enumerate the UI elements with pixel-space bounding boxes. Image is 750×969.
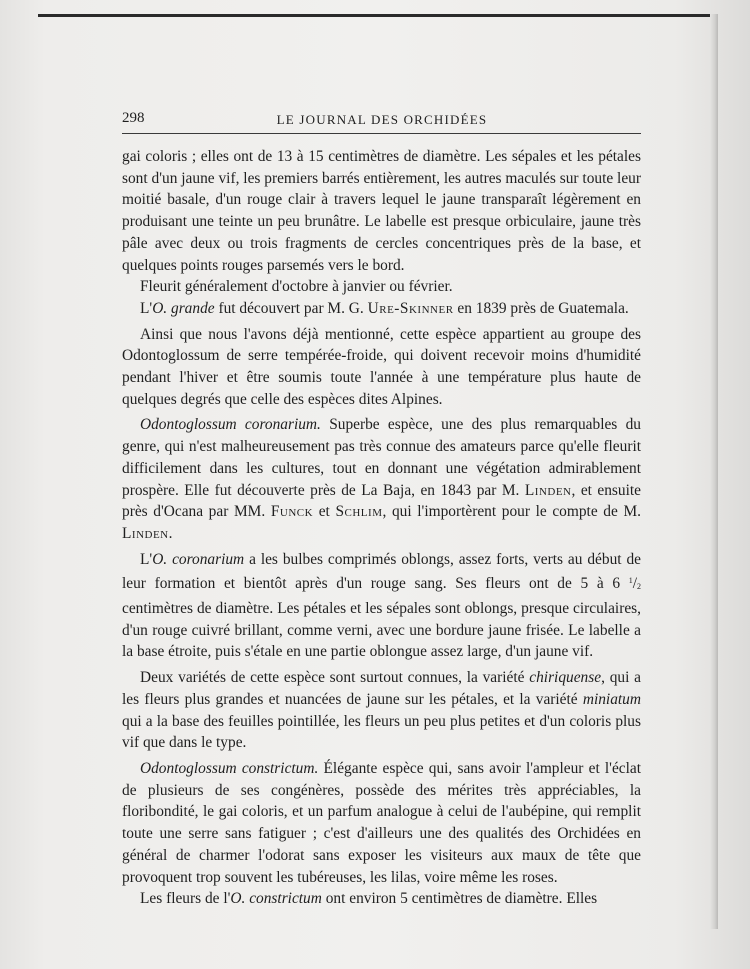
paragraph: Fleurit généralement d'octobre à janvier ou février. [140,278,453,296]
text-run: . [168,524,173,542]
paragraph [122,298,641,320]
paragraph: Ainsi que nous l'avons déjà mentionné, cette espèce appartient au groupe des Odontoglossum de serre tempérée-froide, qui doivent recevoir moins d'humidité pendant l'hiver et être soumis toute l'année à une température plus haute de quelques degrés que celle des espèces dites Alpines. [122,325,641,408]
person-name: Ure-Skinner [367,299,454,317]
text-run: ont environ 5 centimètres de diamètre. Elles [321,890,598,908]
text-run: L' [140,299,153,317]
person-name: Schlim [335,503,383,521]
paragraph: L'O. coronarium a les bulbes comprimés oblongs, assez forts, verts au début de leur formation et bientôt après d'un rouge sang. Ses fleurs ont de 5 à 6 $^1/_2$ centimètres de diamètre. Les pétales et les sépales sont oblongs, presque circulaires, d'un rouge cuivré brillant, comme verni, avec une bordure jaune frisée. Le labelle a la base étroite, puis s'étale en une partie oblongue assez large, d'un jaune vif. [122,550,641,661]
variety-name: chiriquense [529,669,602,687]
paragraph [122,888,641,910]
text-run: , et ensuite près d'Ocana par MM. [122,481,641,521]
text-run: Élégante espèce qui, sans avoir l'ampleur et l'éclat de plusieurs de ses congénères, possède des mérites très appréciables, la floribondité, le gai coloris, et un parfum analogue à celui de l'aubépine, qui remplit toute une serre sans fatiguer ; c'est d'ailleurs une des qualités des Orchidées en général de charmer l'odorat sans exposer les visiteurs aux maux de tête que provoquent trop souvent les tubéreuses, les lilas, voire même les roses. [122,759,641,886]
text-run: L' [140,550,153,568]
paragraph [122,667,641,754]
person-name: Linden [524,481,572,499]
species-name: O. grande [152,299,215,317]
paragraph: gai coloris ; elles ont de 13 à 15 centimètres de diamètre. Les sépales et les pétales sont d'un jaune vif, les premiers barrés entièrement, les autres maculés sur toute leur moitié basale, d'un rouge clair à travers lequel le jaune transparaît légèrement en produisant une teinte un peu brunâtre. Le labelle est presque orbiculaire, jaune très pâle avec deux ou trois fragments de cercles concentriques près de la base, et quelques points rouges parsemés vers le bord. [122,148,641,274]
species-name: O. constrictum [230,890,322,908]
text-run: et [313,503,336,521]
text-run: Les fleurs de l' [140,890,231,908]
journal-title: LE JOURNAL DES ORCHIDÉES [276,112,488,127]
species-name: O. coronarium [152,550,245,568]
person-name: Linden [122,524,169,542]
text-run: fut découvert par M. G. [214,299,368,317]
paragraph [122,414,641,544]
species-name: Odontoglossum coronarium. [140,416,321,434]
text-run: Superbe espèce, une des plus remarquables du genre, qui n'est malheureusement pas très connue des amateurs parce qu'elle fleurit difficilement dans les cultures, tout en donnant une végétation admirablement prospère. Elle fut découverte près de La Baja, en 1843 par M. [122,416,641,499]
header-rule [122,133,641,134]
text-run: a les bulbes comprimés oblongs, assez forts, verts au début de leur formation et bientôt après d'un rouge sang. Ses fleurs ont de 5 à 6 [122,550,641,593]
paragraph [122,758,641,888]
text-run: Deux variétés de cette espèce sont surtout connues, la variété [140,669,530,687]
page-fold-shadow [710,14,718,929]
variety-name: miniatum [582,690,641,708]
person-name: Funck [270,503,314,521]
page-top-edge [38,14,710,17]
text-run: centimètres de diamètre. Les pétales et les sépales sont oblongs, presque circulaires, d'un rouge cuivré brillant, comme verni, avec une bordure jaune frisée. Le labelle a la base étroite, puis s'étale en une partie oblongue assez large, d'un jaune vif. [122,600,641,661]
text-run: en 1839 près de Guatemala. [453,299,629,317]
article-body [122,146,641,910]
text-run: qui a la base des feuilles pointillée, les fleurs un peu plus petites et d'un coloris plus vif que dans le type. [122,712,641,752]
text-run: , qui a les fleurs plus grandes et nuancées de jaune sur les pétales, et la variété [122,669,641,708]
species-name: Odontoglossum constrictum. [140,759,319,777]
fraction-denominator: 2 [637,582,641,592]
page-number: 298 [122,110,145,126]
text-run: , qui l'importèrent pour le compte de M. [382,503,641,521]
fraction-numerator: 1 [628,576,633,586]
